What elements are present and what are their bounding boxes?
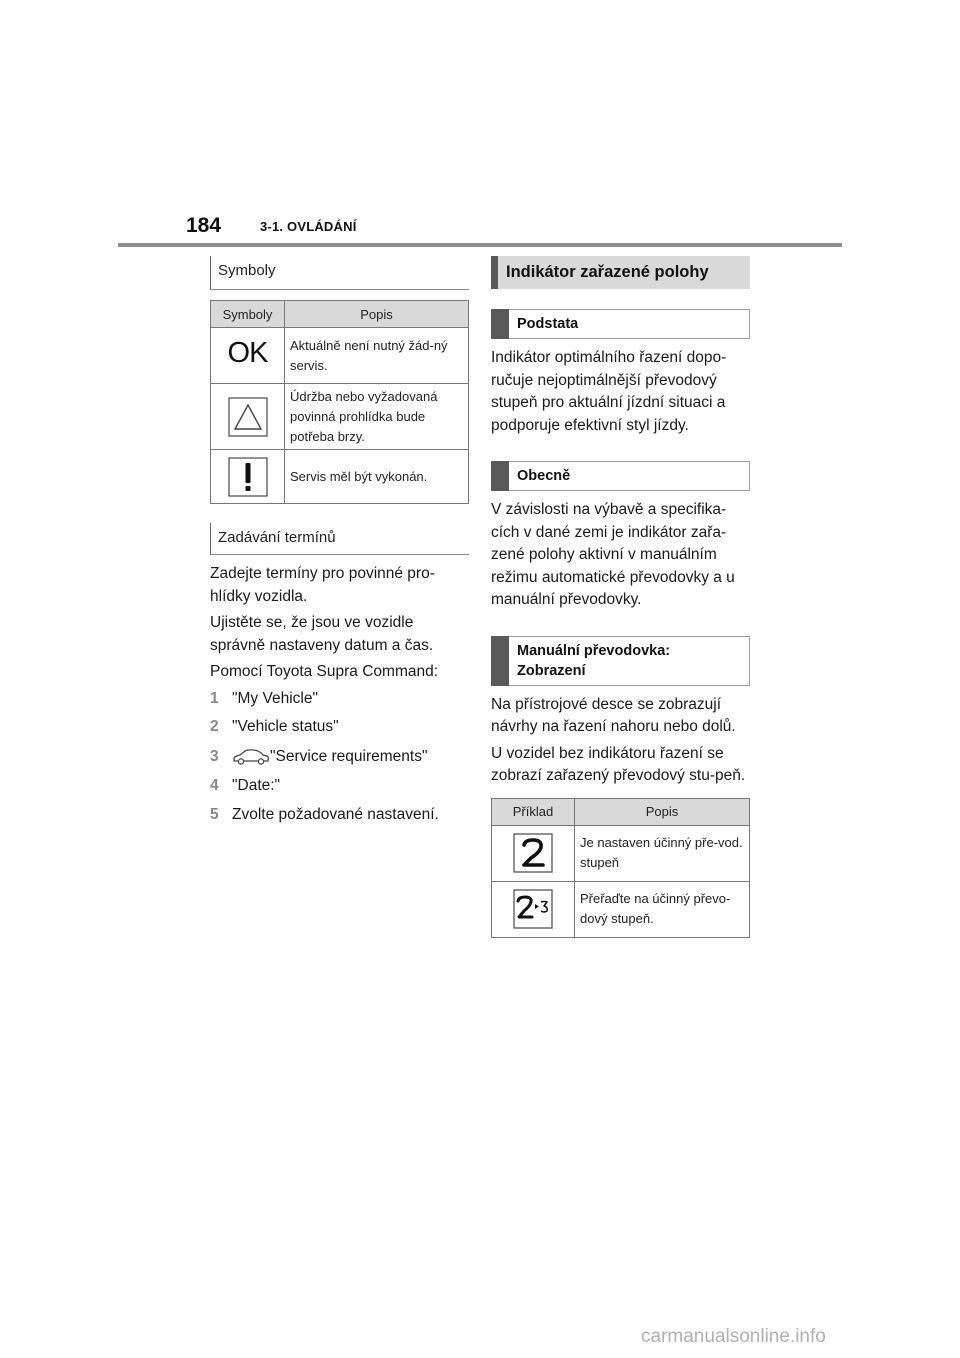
step-number: 2: [210, 717, 219, 735]
table-cell-desc: Údržba nebo vyžadovaná povinná prohlídka bude potřeba brzy.: [285, 384, 469, 450]
step-text: "My Vehicle": [232, 689, 318, 707]
general-paragraph: V závislosti na výbavě a specifika-cích v dané zemi je indikátor zařa-zené polohy aktivní v manuálním režimu automatické převodovky a u manuální převodovky.: [491, 501, 735, 608]
symbols-table: [210, 300, 469, 504]
section-label: 3-1. OVLÁDÁNÍ: [260, 219, 357, 234]
manual-paragraph: Na přístrojové desce se zobrazují návrhy na řazení nahoru nebo dolů.: [491, 695, 736, 735]
basis-heading-text: Podstata: [517, 316, 579, 332]
footer-watermark[interactable]: carmanualsonline.info: [641, 1326, 826, 1347]
table-header-description: Popis: [575, 798, 750, 825]
table-header-row: [211, 301, 469, 328]
table-row: [211, 328, 469, 384]
manual-heading-text: Manuální převodovka: Zobrazení: [517, 642, 671, 679]
table-cell-desc: Je nastaven účinný pře-vod. stupeň: [575, 825, 750, 881]
table-row: [211, 384, 469, 450]
table-header-row: [492, 798, 750, 825]
general-heading: [491, 461, 750, 491]
paragraph: Ujistěte se, že jsou ve vozidle správně nastaveny datum a čas.: [210, 614, 434, 654]
paragraph: Pomocí Toyota Supra Command:: [210, 663, 439, 680]
step-text: "Date:": [232, 776, 281, 794]
symbols-heading: Symboly: [210, 256, 469, 290]
gear-table: [491, 798, 750, 938]
step-item: [210, 716, 469, 738]
gear-upshift-icon: [492, 881, 575, 937]
exclamation-icon: [211, 450, 285, 504]
ok-icon: OK: [211, 328, 285, 384]
table-header-description: Popis: [285, 301, 469, 328]
step-item: [210, 688, 469, 710]
table-header-example: Příklad: [492, 798, 575, 825]
main-heading: Indikátor zařazené polohy: [491, 256, 750, 289]
general-heading-text: Obecně: [517, 468, 571, 484]
step-item: [210, 746, 469, 768]
step-text: "Vehicle status": [232, 717, 339, 735]
left-column: [210, 256, 469, 826]
table-cell-desc: Aktuálně není nutný žád-ný servis.: [285, 328, 469, 384]
basis-heading: [491, 309, 750, 339]
table-row: [492, 825, 750, 881]
step-text: "Service requirements": [270, 747, 428, 765]
basis-paragraph: Indikátor optimálního řazení dopo-ručuje nejoptimálnější převodový stupeň pro aktuální jízdní situaci a podporuje efektivní styl jízdy.: [491, 349, 727, 434]
step-text: Zvolte požadované nastavení.: [232, 805, 439, 823]
step-number: 1: [210, 689, 219, 707]
gear-2-icon: [492, 825, 575, 881]
car-icon: [232, 748, 270, 766]
step-number: 3: [210, 747, 219, 765]
step-item: [210, 804, 469, 826]
table-cell-desc: Servis měl být vykonán.: [285, 450, 469, 504]
header-rule: [118, 243, 842, 247]
table-row: [492, 881, 750, 937]
manual-heading: [491, 636, 750, 686]
paragraph: Zadejte termíny pro povinné pro-hlídky vozidla.: [210, 565, 435, 605]
dates-heading: Zadávání termínů: [210, 523, 469, 555]
right-column: [491, 256, 750, 938]
warning-triangle-icon: [211, 384, 285, 450]
table-row: [211, 450, 469, 504]
step-number: 5: [210, 805, 219, 823]
step-number: 4: [210, 776, 219, 794]
manual-paragraph: U vozidel bez indikátoru řazení se zobrazí zařazený převodový stu-peň.: [491, 744, 746, 784]
step-item: [210, 775, 469, 797]
table-header-symbols: Symboly: [211, 301, 285, 328]
table-cell-desc: Přeřaďte na účinný převo-dový stupeň.: [575, 881, 750, 937]
page-number: 184: [186, 214, 222, 237]
